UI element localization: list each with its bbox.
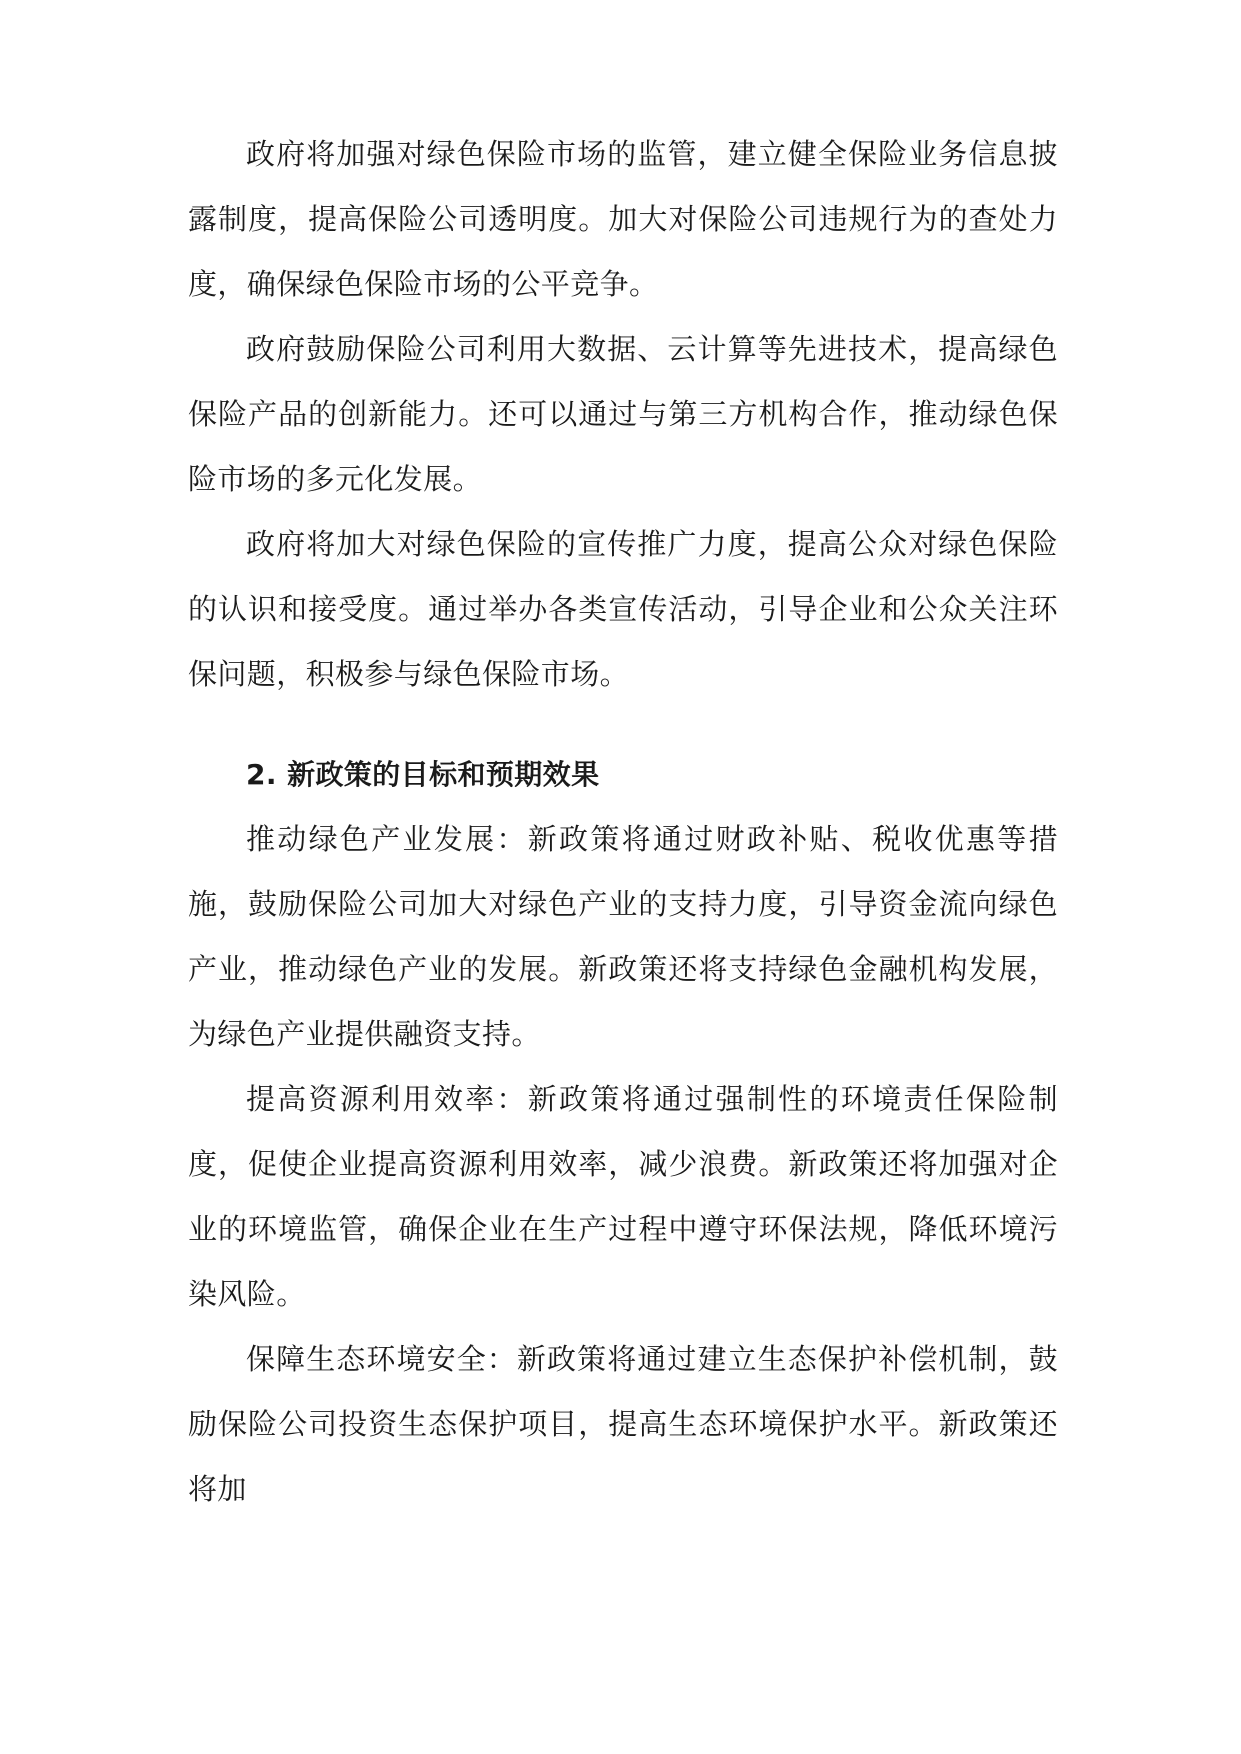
paragraph-technology: 政府鼓励保险公司利用大数据、云计算等先进技术，提高绿色保险产品的创新能力。还可以通过与第三方机构合作，推动绿色保险市场的多元化发展。 — [188, 332, 1058, 496]
paragraph-resource-efficiency: 提高资源利用效率：新政策将通过强制性的环境责任保险制度，促使企业提高资源利用效率，减少浪费。新政策还将加强对企业的环境监管，确保企业在生产过程中遵守环保法规，降低环境污染风险。 — [188, 1082, 1058, 1311]
paragraph-green-industry: 推动绿色产业发展：新政策将通过财政补贴、税收优惠等措施，鼓励保险公司加大对绿色产业的支持力度，引导资金流向绿色产业，推动绿色产业的发展。新政策还将支持绿色金融机构发展，为绿色产业提供融资支持。 — [188, 822, 1058, 1051]
paragraph-supervision: 政府将加强对绿色保险市场的监管，建立健全保险业务信息披露制度，提高保险公司透明度。加大对保险公司违规行为的查处力度，确保绿色保险市场的公平竞争。 — [188, 137, 1058, 301]
section-spacer — [188, 707, 1058, 742]
paragraph-promotion: 政府将加大对绿色保险的宣传推广力度，提高公众对绿色保险的认识和接受度。通过举办各类宣传活动，引导企业和公众关注环保问题，积极参与绿色保险市场。 — [188, 527, 1058, 691]
paragraph-ecological-safety: 保障生态环境安全：新政策将通过建立生态保护补偿机制，鼓励保险公司投资生态保护项目，提高生态环境保护水平。新政策还将加 — [188, 1342, 1058, 1506]
section-heading: 2. 新政策的目标和预期效果 — [246, 758, 600, 791]
document-body — [188, 122, 1058, 1522]
